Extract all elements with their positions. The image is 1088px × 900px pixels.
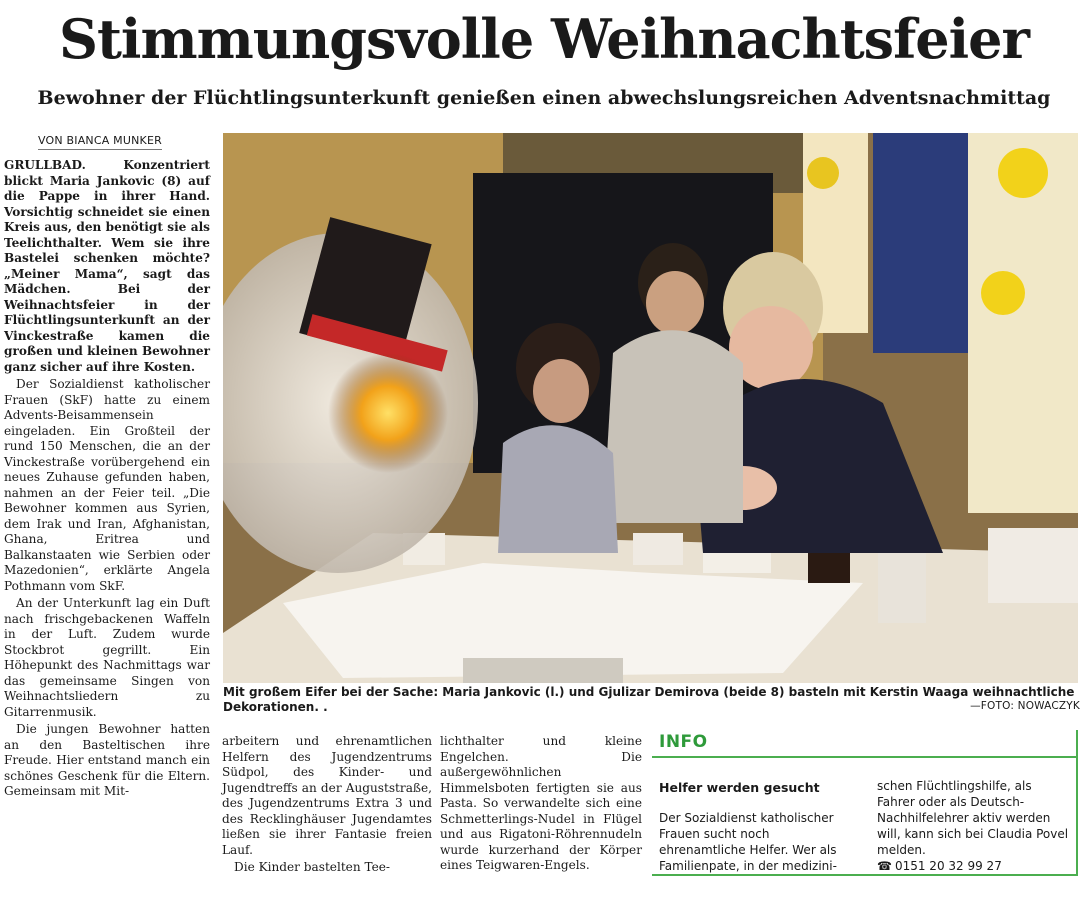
byline: VON BIANCA MUNKER bbox=[38, 134, 162, 150]
article-column-2 bbox=[222, 734, 432, 876]
body-paragraph: lichthalter und kleine Engelchen. Die außergewöhnlichen Himmelsboten fertigten sie aus Pasta. So verwandelte sich eine Schmetterlings-Nudel in Flügel und aus Rigatoni-Röhrennudeln wurde kurzerhand der Körper eines Teigwaren-Engels. bbox=[440, 734, 642, 872]
info-text-column-1: Der Sozialdienst katholischer Frauen sucht noch ehrenamtliche Helfer. Wer als Familienpate, in der medizini- bbox=[659, 811, 837, 873]
body-paragraph: Der Sozialdienst katholischer Frauen (SkF) hatte zu einem Advents-Beisammensein eingeladen. Ein Großteil der rund 150 Menschen, die an der Vinckestraße vorübergehend ein neues Zuhause gefunden haben, nahmen an der Feier teil. „Die Bewohner kommen aus Syrien, dem Irak und Iran, Afghanistan, Ghana, Eritrea und Balkanstaaten wie Serbien oder Mazedonien“, erklärte Angela Pothmann vom SkF. bbox=[4, 377, 210, 593]
body-paragraph: arbeitern und ehrenamtlichen Helfern des Jugendzentrums Südpol, des Kinder- und Jugendtreffs an der Auguststraße, des Jugendzentrums Extra 3 und des Recklinghäuser Jugendamtes ließen sie ihrer Fantasie freien Lauf. bbox=[222, 734, 432, 857]
photo-credit: —FOTO: NOWACZYK bbox=[970, 700, 1080, 712]
body-paragraph: Die Kinder bastelten Tee- bbox=[234, 860, 391, 874]
phone-icon: ☎ bbox=[877, 859, 892, 873]
article-column-1 bbox=[4, 158, 210, 800]
body-paragraph: An der Unterkunft lag ein Duft nach frischgebackenen Waffeln in der Luft. Zudem wurde Stockbrot gegrillt. Ein Höhepunkt des Nachmittags war das gemeinsame Singen von Weihnachtsliedern zu Gitarrenmusik. bbox=[4, 596, 210, 719]
info-divider bbox=[652, 756, 1076, 758]
photo-caption: Mit großem Eifer bei der Sache: Maria Jankovic (l.) und Gjulizar Demirova (beide 8) basteln mit Kerstin Waaga weihnachtliche Dekorationen. . bbox=[223, 685, 1075, 714]
phone-number[interactable]: 0151 20 32 99 27 bbox=[894, 859, 1002, 873]
lead-text: Konzentriert blickt Maria Jankovic (8) auf die Pappe in ihrer Hand. Vorsichtig schneidet sie einen Kreis aus, den benötigt sie als Teelichthalter. Wem sie ihre Bastelei schenken möchte? „Meiner Mama“, sagt das Mädchen. Bei der Weihnachtsfeier in der Flüchtlingsunterkunft an der Vinckestraße kamen die großen und kleinen Bewohner ganz sicher auf ihre Kosten. bbox=[4, 158, 210, 374]
info-title: INFO bbox=[659, 732, 708, 752]
body-paragraph: Die jungen Bewohner hatten an den Basteltischen ihre Freude. Hier entstand manch ein schönes Geschenk für die Eltern. Gemeinsam mit Mit- bbox=[4, 722, 210, 798]
info-text-column-2 bbox=[877, 778, 1072, 874]
article-photo bbox=[223, 133, 1078, 683]
info-heading: Helfer werden gesucht bbox=[659, 780, 820, 795]
info-text: schen Flüchtlingshilfe, als Fahrer oder als Deutsch-Nachhilfelehrer aktiv werden will, kann sich bei Claudia Povel melden. bbox=[877, 779, 1069, 857]
headline: Stimmungsvolle Weihnachtsfeier bbox=[58, 7, 1029, 71]
dateline: GRULLBAD. bbox=[4, 158, 86, 172]
article-column-3 bbox=[440, 734, 642, 874]
subheadline: Bewohner der Flüchtlingsunterkunft genießen einen abwechslungsreichen Adventsnachmittag bbox=[37, 87, 1051, 109]
lead-paragraph bbox=[4, 158, 210, 375]
info-box bbox=[652, 730, 1078, 876]
photo-illustration bbox=[223, 133, 1078, 683]
